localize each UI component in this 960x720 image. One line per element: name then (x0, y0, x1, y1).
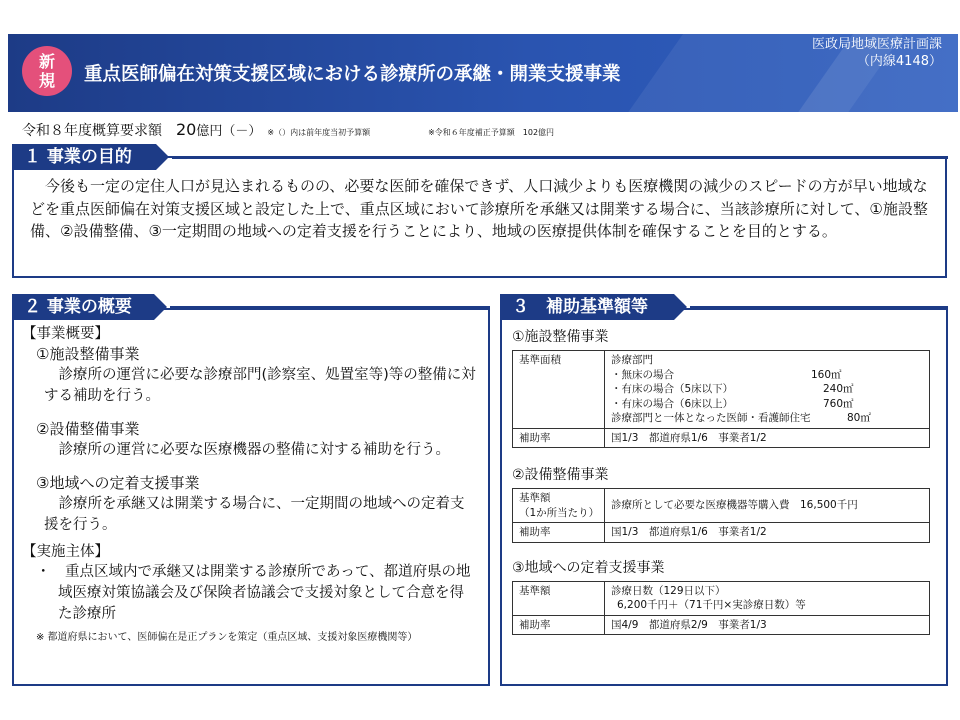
base-line1: 診療日数（129日以下） (611, 584, 726, 597)
table-label: 補助率 (513, 428, 605, 448)
department-name: 医政局地域医療計画課 (811, 37, 942, 52)
area-row (611, 397, 923, 412)
table-row (513, 523, 930, 543)
subsidy-title-settlement: ③地域への定着支援事業 (512, 559, 665, 576)
budget-line (22, 120, 554, 142)
budget-note: ※（）内は前年度当初予算額 (267, 128, 371, 137)
table-cell: 診療所として必要な医療機器等購入費 16,500千円 (605, 489, 930, 523)
section2-rule (170, 306, 490, 309)
facility-table (512, 350, 930, 448)
area-label: ・無床の場合 (611, 368, 674, 381)
budget-label: 令和８年度概算要求額 (22, 123, 162, 139)
section3-rule (690, 306, 948, 309)
subsidy-box (500, 308, 948, 686)
table-label: 補助率 (513, 523, 605, 543)
entity-note: ※ 都道府県において、医師偏在是正プランを策定（重点区域、支援対象医療機関等） (36, 632, 418, 643)
base-label: 基準額 (519, 492, 551, 504)
area-row (611, 368, 923, 383)
budget-amount: 20 (176, 120, 197, 139)
settlement-table (512, 581, 930, 636)
new-badge (22, 46, 72, 96)
area-row (611, 411, 923, 426)
subsidy-title-equipment: ②設備整備事業 (512, 467, 609, 483)
table-row (513, 489, 930, 523)
table-row (513, 615, 930, 635)
area-value: 80㎡ (847, 412, 871, 424)
badge-line1: 新 (38, 52, 55, 71)
base-sublabel: （1か所当たり） (519, 506, 600, 519)
area-row (611, 382, 923, 397)
overview-item-body: 診療所の運営に必要な医療機器の整備に対する補助を行う。 (58, 442, 450, 458)
badge-line2: 規 (38, 71, 55, 90)
table-row (513, 428, 930, 448)
section2-heading: ２ 事業の概要 (12, 294, 154, 320)
table-row (513, 581, 930, 615)
supplementary-budget: ※令和６年度補正予算額 102億円 (428, 128, 555, 137)
base-line2: 6,200千円＋（71千円×実診療日数）等 (617, 599, 806, 611)
table-cell (605, 351, 930, 429)
area-value: 240㎡ (823, 383, 854, 395)
section2-header (12, 294, 490, 320)
budget-unit: 億円（－） (196, 124, 262, 139)
overview-item-title: ①施設整備事業 (36, 345, 140, 363)
table-row (513, 351, 930, 429)
table-cell: 国1/3 都道府県1/6 事業者1/2 (605, 523, 930, 543)
table-label: 補助率 (513, 615, 605, 635)
purpose-box (12, 156, 947, 278)
section1-header (12, 144, 948, 170)
overview-box (12, 308, 490, 686)
section3-heading: ３ 補助基準額等 (500, 294, 674, 320)
overview-item-title: ②設備整備事業 (36, 420, 140, 438)
table-cell: 国4/9 都道府県2/9 事業者1/3 (605, 615, 930, 635)
page-title: 重点医師偏在対策支援区域における診療所の承継・開業支援事業 (84, 64, 621, 85)
area-value: 760㎡ (823, 397, 854, 410)
entity-bullet: ・ 重点区域内で承継又は開業する診療所であって、都道府県の地域医療対策協議会及び保険者協議会で支援対象として合意を得た診療所 (36, 564, 471, 622)
area-label: ・有床の場合（6床以上） (611, 397, 734, 410)
overview-label: 【事業概要】 (22, 326, 109, 342)
area-value: 160㎡ (811, 368, 842, 381)
table-cell (605, 581, 930, 615)
equipment-table (512, 488, 930, 543)
table-label (513, 489, 605, 523)
dept-label: 診療部門 (611, 354, 653, 366)
table-cell: 国1/3 都道府県1/6 事業者1/2 (605, 428, 930, 448)
subsidy-title-facility: ①施設整備事業 (512, 329, 609, 345)
extension-number: （内線4148） (856, 54, 942, 69)
section3-header (500, 294, 948, 320)
purpose-text: 今後も一定の定住人口が見込まれるものの、必要な医師を確保できず、人口減少よりも医療機関の減少のスピードの方が早い地域などを重点医師偏在対策支援区域と設定した上で、重点区域において診療所を承継又は開業する場合に、当該診療所に対して、①施設整備、②設備整備、③一定期間の地域への定着支援を行うことにより、地域の医療提供体制を確保することを目的とする。 (30, 177, 928, 240)
area-label: ・有床の場合（5床以下） (611, 383, 734, 395)
table-label: 基準額 (513, 581, 605, 615)
overview-item-body: 診療所を承継又は開業する場合に、一定期間の地域への定着支援を行う。 (44, 496, 465, 533)
section1-rule (172, 156, 948, 159)
overview-item-title: ③地域への定着支援事業 (36, 474, 200, 492)
department-label (812, 36, 942, 70)
overview-item-body: 診療所の運営に必要な診療部門(診察室、処置室等)等の整備に対する補助を行う。 (44, 367, 476, 404)
area-label: 診療部門と一体となった医師・看護師住宅 (611, 412, 811, 424)
entity-label: 【実施主体】 (22, 544, 109, 560)
section1-heading: １ 事業の目的 (12, 144, 156, 170)
table-label: 基準面積 (513, 351, 605, 429)
